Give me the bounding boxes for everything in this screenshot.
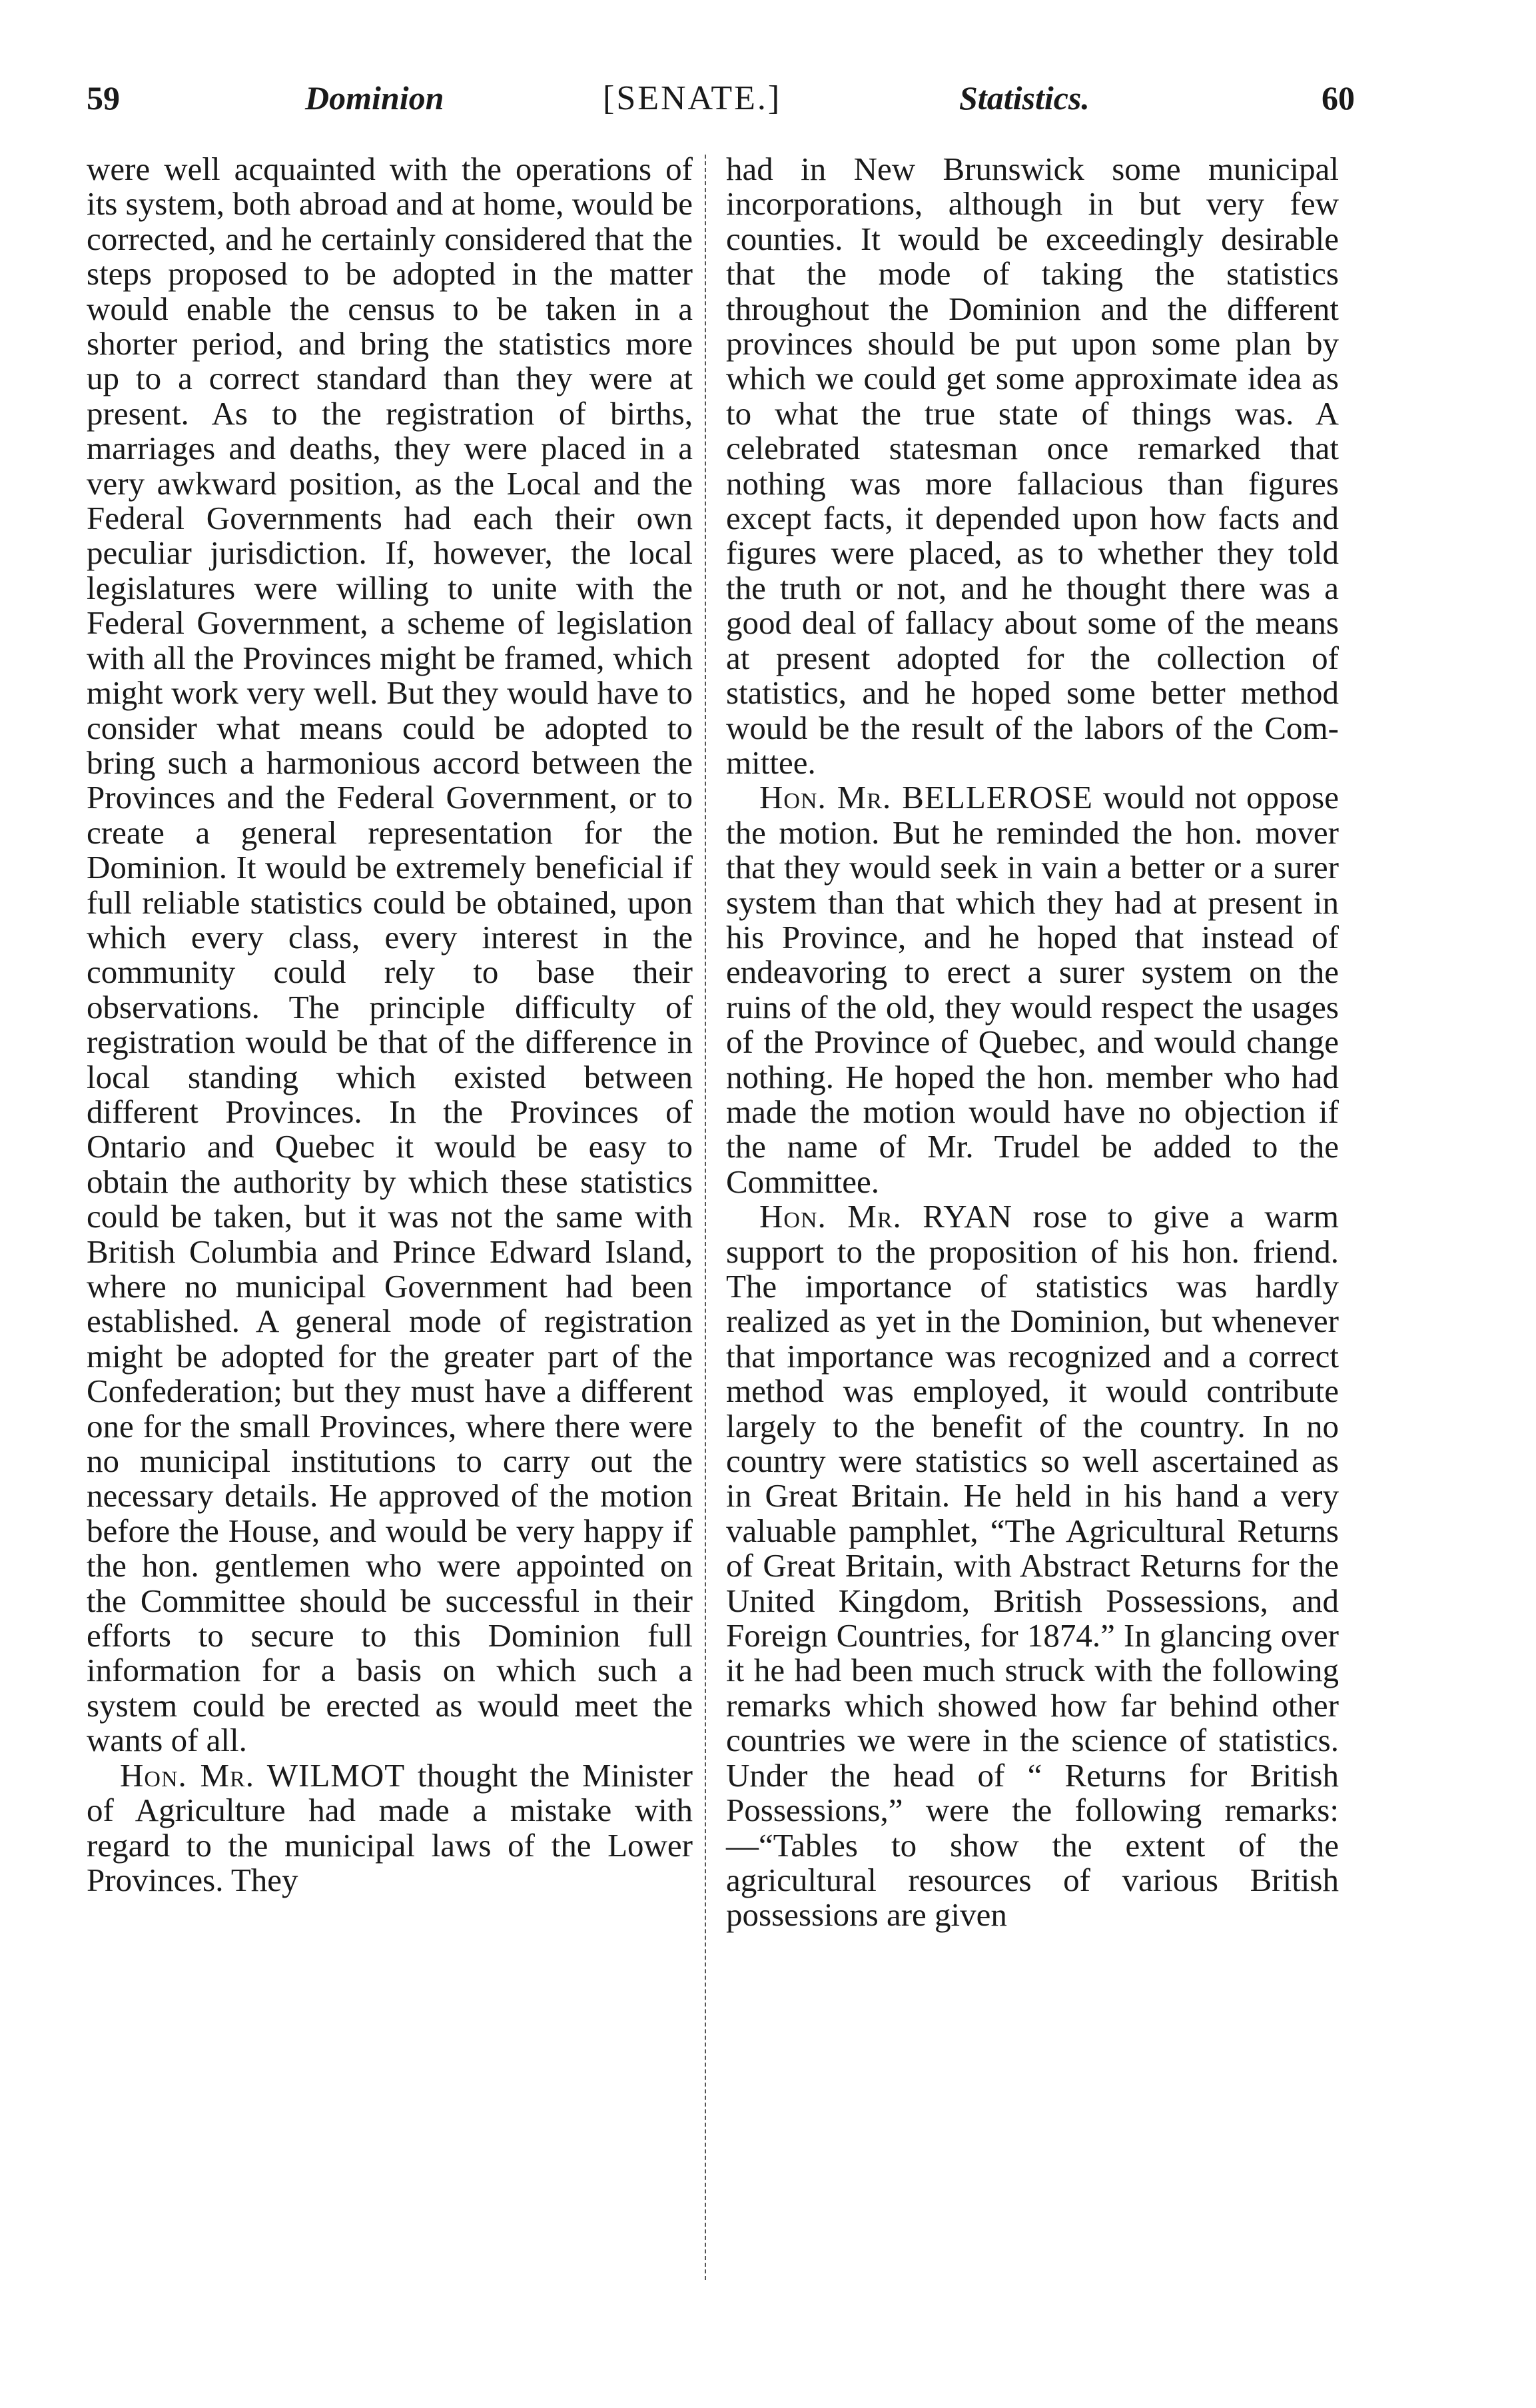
chamber-heading: [SENATE.]: [603, 79, 782, 117]
speaker-name: Hon. Mr. WILMOT: [120, 1756, 406, 1794]
paragraph: [726, 1199, 1339, 1933]
paragraph: [87, 1758, 693, 1898]
speaker-name: Hon. Mr. RYAN: [759, 1198, 1012, 1235]
speech-text: rose to give a warm support to the proposition of his hon. friend. The importance of statistics was hardly realized as yet in the Dominion, but whenever that importance was recognized and a correct method was employed, it would contribute largely to the benefit of the country. In no country were statistics so well ascertained as in Great Britain. He held in his hand a very valuable pamphlet, “The Agricultural Returns of Great Britain, with Abstract Returns for the United Kingdom, British Possessions, and Foreign Countries, for 1874.” In glancing over it he had been much struck with the following remarks which showed how far behind other countries we were in the science of statistics. Under the head of “ Returns for British Possessions,” were the following remarks:—“Tables to show the extent of the agricultural resources of various British possessions are given: [726, 1198, 1339, 1934]
page-number-left: 59: [87, 79, 120, 117]
column-divider: [705, 155, 706, 2280]
speech-text: thought the Minister of Agriculture had made a mistake with regard to the municipal laws of the Lower Provinces. They: [87, 1756, 693, 1898]
page-number-right: 60: [1322, 79, 1355, 117]
paragraph: were well acquainted with the operations of its system, both abroad and at home, would be corrected, and he certainly considered that the steps proposed to be adopted in the matter would enable the census to be taken in a shorter period, and bring the statistics more up to a correct standard than they were at present. As to the registration of births, marriages and deaths, they were placed in a very awkward position, as the Local and the Federal Governments had each their own peculiar jurisdiction. If, however, the local legislatures were willing to unite with the Federal Government, a scheme of legislation with all the Provinces might be framed, which might work very well. But they would have to consider what means could be adopted to bring such a harmonious accord between the Provinces and the Federal Government, or to create a general representation for the Dominion. It would be extremely beneficial if full reliable statistics could be obtained, upon which every class, every interest in the community could rely to base their observations. The principle difficulty of registration would be that of the difference in local standing which existed between different Provinces. In the Provinces of Ontario and Quebec it would be easy to obtain the authority by which these statistics could be taken, but it was not the same with British Columbia and Prince Edward Island, where no municipal Government had been established. A general mode of registration might be adopted for the greater part of the Confederation; but they must have a different one for the small Provinces, where there were no municipal institutions to carry out the necessary details. He approved of the motion before the House, and would be very happy if the hon. gentlemen who were appointed on the Committee should be successful in their efforts to secure to this Dominion full information for a basis on which such a system could be erected as would meet the wants of all.: [87, 151, 693, 1759]
running-header: [0, 79, 1536, 132]
paragraph: [726, 780, 1339, 1199]
running-title-left: Dominion: [305, 79, 444, 117]
paragraph: had in New Brunswick some municipal incorporations, although in but very few counties. It would be exceedingly desirable that the mode of taking the statistics throughout the Dominion and the different provinces should be put upon some plan by which we could get some approximate idea as to what the true state of things was. A celebrated statesman once remarked that nothing was more fallacious than figures except facts, it depended upon how facts and figures were placed, as to whether they told the truth or not, and he thought there was a good deal of fallacy about some of the means at present adopted for the collection of statistics, and he hoped some better method would be the result of the labors of the Committee.: [726, 151, 1339, 781]
speech-text: would not oppose the motion. But he reminded the hon. mover that they would seek in vain a better or a surer system than that which they had at present in his Province, and he hoped that instead of endeavoring to erect a surer system on the ruins of the old, they would respect the usages of the Province of Quebec, and would change nothing. He hoped the hon. member who had made the motion would have no objection if the name of Mr. Trudel be added to the Committee.: [726, 779, 1339, 1200]
speaker-name: Hon. Mr. BELLEROSE: [759, 779, 1093, 816]
left-column: [87, 152, 693, 1898]
running-title-right: Statistics.: [959, 79, 1090, 117]
right-column: [726, 152, 1339, 1933]
